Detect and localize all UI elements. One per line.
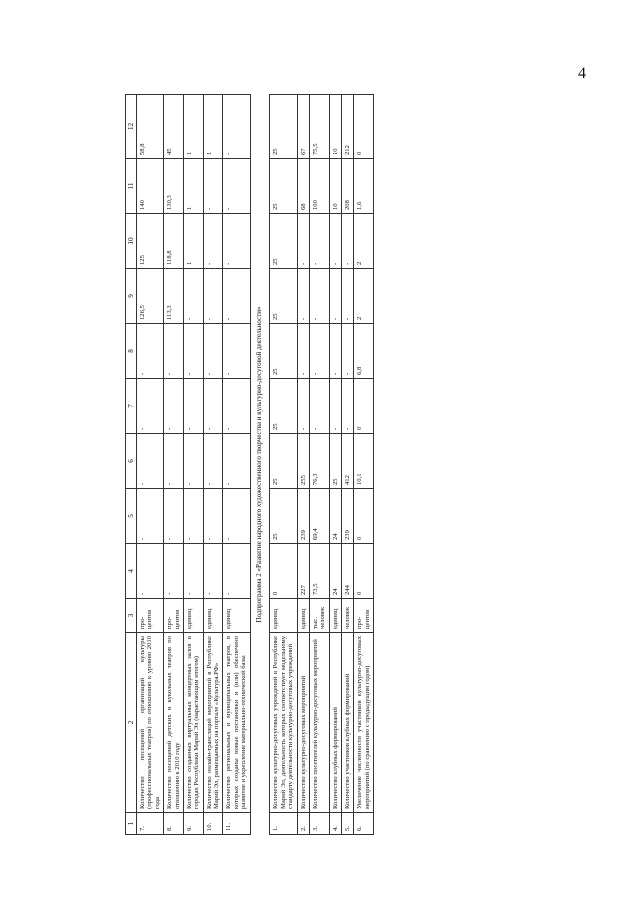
table-row — [297, 95, 309, 835]
value-cell: 125 — [137, 214, 164, 269]
table-row — [164, 95, 184, 835]
table-row — [223, 95, 250, 835]
value-cell: 6,8 — [354, 324, 374, 379]
indicator-name-cell: Количество культурно-досуговых мероприятий — [297, 633, 309, 813]
value-cell: 244 — [342, 544, 354, 599]
row-number-cell: 2. — [297, 813, 309, 835]
value-cell: - — [342, 269, 354, 324]
unit-cell: единиц — [223, 599, 250, 633]
value-cell: - — [164, 544, 184, 599]
unit-cell: единиц — [270, 599, 297, 633]
value-cell: - — [297, 214, 309, 269]
indicator-name-cell: Количество посещений организаций культуры (профессиональных театров) по отношению к уровню 2010 года — [137, 633, 164, 813]
table-row — [342, 95, 354, 835]
unit-cell: тыс. человек — [309, 599, 329, 633]
value-cell: - — [309, 324, 329, 379]
rotated-table-container — [125, 95, 615, 835]
value-cell: - — [137, 489, 164, 544]
value-cell: 140 — [137, 159, 164, 214]
row-number-cell: 1. — [270, 813, 297, 835]
row-number-cell: 11. — [223, 813, 250, 835]
unit-cell: про- центов — [164, 599, 184, 633]
column-header: 6 — [126, 434, 137, 489]
indicator-name-cell: Количество региональных и муниципальных театров, в которых созданы новые постановки и (или) обеспечено развитие и укрепление материально-технической базы — [223, 633, 250, 813]
indicator-name-cell: Количество участников клубных формирований — [342, 633, 354, 813]
page-number: 4 — [578, 65, 586, 82]
value-cell: - — [223, 324, 250, 379]
value-cell: 25 — [270, 269, 297, 324]
value-cell: - — [329, 214, 341, 269]
column-header: 12 — [126, 95, 137, 159]
value-cell: - — [329, 269, 341, 324]
indicator-name-cell: Количество культурно-досуговых учреждений в Республике Марий Эл, деятельность которых соответствует модельному стандарту деятельности культурно-досуговых учреждений — [270, 633, 297, 813]
value-cell: - — [203, 379, 223, 434]
value-cell: 25 — [270, 159, 297, 214]
value-cell: - — [203, 269, 223, 324]
row-number-cell: 3. — [309, 813, 329, 835]
value-cell: 2 — [354, 214, 374, 269]
value-cell: 76,3 — [309, 434, 329, 489]
value-cell: 25 — [329, 434, 341, 489]
value-cell: - — [223, 434, 250, 489]
value-cell: 255 — [297, 434, 309, 489]
value-cell: 25 — [270, 214, 297, 269]
value-cell: 75,5 — [309, 95, 329, 159]
value-cell: - — [137, 379, 164, 434]
column-header: 11 — [126, 159, 137, 214]
value-cell: 239 — [342, 489, 354, 544]
section-title: Подпрограмма 2 «Развитие народного художественного творчества и культурно-досуговой деятельности» — [254, 306, 263, 623]
value-cell: 130,3 — [164, 159, 184, 214]
value-cell: - — [329, 324, 341, 379]
value-cell: - — [223, 544, 250, 599]
value-cell: - — [183, 269, 203, 324]
value-cell: - — [203, 159, 223, 214]
value-cell: 58,8 — [137, 95, 164, 159]
value-cell: 227 — [297, 544, 309, 599]
value-cell: - — [223, 489, 250, 544]
value-cell: 10,1 — [354, 434, 374, 489]
column-header: 5 — [126, 489, 137, 544]
value-cell: 1,6 — [354, 159, 374, 214]
value-cell: 10 — [329, 159, 341, 214]
value-cell: 212 — [342, 95, 354, 159]
value-cell: - — [223, 95, 250, 159]
value-cell: - — [223, 214, 250, 269]
value-cell: - — [183, 434, 203, 489]
column-header: 9 — [126, 269, 137, 324]
section-row — [250, 95, 270, 835]
table-body — [137, 95, 374, 835]
value-cell: - — [183, 544, 203, 599]
value-cell: 25 — [270, 379, 297, 434]
value-cell: 68 — [297, 159, 309, 214]
column-header: 7 — [126, 379, 137, 434]
row-number-cell: 10. — [203, 813, 223, 835]
value-cell: 118,8 — [164, 214, 184, 269]
unit-cell: про- центов — [137, 599, 164, 633]
value-cell: 100 — [309, 159, 329, 214]
value-cell: - — [309, 214, 329, 269]
value-cell: 25 — [270, 434, 297, 489]
value-cell: 1 — [183, 214, 203, 269]
row-number-cell: 8. — [164, 813, 184, 835]
value-cell: - — [203, 214, 223, 269]
column-header: 3 — [126, 599, 137, 633]
value-cell: - — [309, 269, 329, 324]
value-cell: - — [297, 379, 309, 434]
indicator-name-cell: Количество посетителей культурно-досуговых мероприятий — [309, 633, 329, 813]
value-cell: 10 — [329, 95, 341, 159]
value-cell: 1 — [183, 159, 203, 214]
row-number-cell: 4. — [329, 813, 341, 835]
table-row — [137, 95, 164, 835]
value-cell: - — [183, 379, 203, 434]
value-cell: 1 — [183, 95, 203, 159]
value-cell: - — [329, 379, 341, 434]
value-cell: 0 — [270, 544, 297, 599]
column-header: 1 — [126, 813, 137, 835]
value-cell: 25 — [270, 95, 297, 159]
table-header — [126, 95, 137, 835]
table-row — [270, 95, 297, 835]
value-cell: - — [137, 544, 164, 599]
value-cell: 25 — [270, 324, 297, 379]
value-cell: 67 — [297, 95, 309, 159]
value-cell: - — [223, 159, 250, 214]
value-cell: 0 — [354, 489, 374, 544]
value-cell: 0 — [354, 544, 374, 599]
value-cell: - — [297, 324, 309, 379]
column-header: 10 — [126, 214, 137, 269]
value-cell: 412 — [342, 434, 354, 489]
column-header: 8 — [126, 324, 137, 379]
value-cell: - — [203, 324, 223, 379]
indicator-name-cell: Количество посещений детских и кукольных театров по отношению к 2010 году — [164, 633, 184, 813]
table-row — [354, 95, 374, 835]
unit-cell: единиц — [297, 599, 309, 633]
column-header: 4 — [126, 544, 137, 599]
header-row — [126, 95, 137, 835]
value-cell: 24 — [329, 489, 341, 544]
value-cell: 24 — [329, 544, 341, 599]
value-cell: - — [164, 324, 184, 379]
value-cell: 239 — [297, 489, 309, 544]
value-cell: - — [137, 324, 164, 379]
unit-cell: человек — [342, 599, 354, 633]
column-header: 2 — [126, 633, 137, 813]
value-cell: - — [183, 489, 203, 544]
value-cell: - — [164, 434, 184, 489]
unit-cell: единиц — [329, 599, 341, 633]
value-cell: - — [342, 214, 354, 269]
value-cell: - — [342, 324, 354, 379]
value-cell: - — [342, 379, 354, 434]
value-cell: - — [203, 489, 223, 544]
row-number-cell: 9. — [183, 813, 203, 835]
value-cell: 208 — [342, 159, 354, 214]
indicator-name-cell: Количество онлайн-трансляций мероприятий в Республике Марий Эл, размещаемых на портале «Культура.РФ» — [203, 633, 223, 813]
table-row — [183, 95, 203, 835]
unit-cell: единиц — [183, 599, 203, 633]
indicator-name-cell: Количество клубных формирований — [329, 633, 341, 813]
indicator-name-cell: Увеличение численности участников культурно-досуговых мероприятий (по сравнению с предыдущим годом) — [354, 633, 374, 813]
table-row — [203, 95, 223, 835]
value-cell: 1 — [203, 95, 223, 159]
value-cell: - — [297, 269, 309, 324]
row-number-cell: 6. — [354, 813, 374, 835]
indicators-table — [125, 94, 374, 835]
value-cell: 113,3 — [164, 269, 184, 324]
row-number-cell: 7. — [137, 813, 164, 835]
value-cell: 0 — [354, 95, 374, 159]
value-cell: 25 — [270, 489, 297, 544]
value-cell: - — [223, 379, 250, 434]
value-cell: 2 — [354, 269, 374, 324]
value-cell: - — [223, 269, 250, 324]
value-cell: - — [203, 434, 223, 489]
value-cell: 126,5 — [137, 269, 164, 324]
value-cell: - — [164, 379, 184, 434]
unit-cell: единиц — [203, 599, 223, 633]
value-cell: 73,5 — [309, 544, 329, 599]
row-number-cell: 5. — [342, 813, 354, 835]
table-row — [309, 95, 329, 835]
unit-cell: про- центов — [354, 599, 374, 633]
value-cell: 69,4 — [309, 489, 329, 544]
value-cell: 0 — [354, 379, 374, 434]
value-cell: - — [183, 324, 203, 379]
value-cell: - — [309, 379, 329, 434]
table-row — [329, 95, 341, 835]
value-cell: - — [164, 489, 184, 544]
value-cell: 45 — [164, 95, 184, 159]
value-cell: - — [137, 434, 164, 489]
value-cell: - — [203, 544, 223, 599]
indicator-name-cell: Количество созданных виртуальных концертных залов в городах Республики Марий Эл (нарастающим итогом) — [183, 633, 203, 813]
